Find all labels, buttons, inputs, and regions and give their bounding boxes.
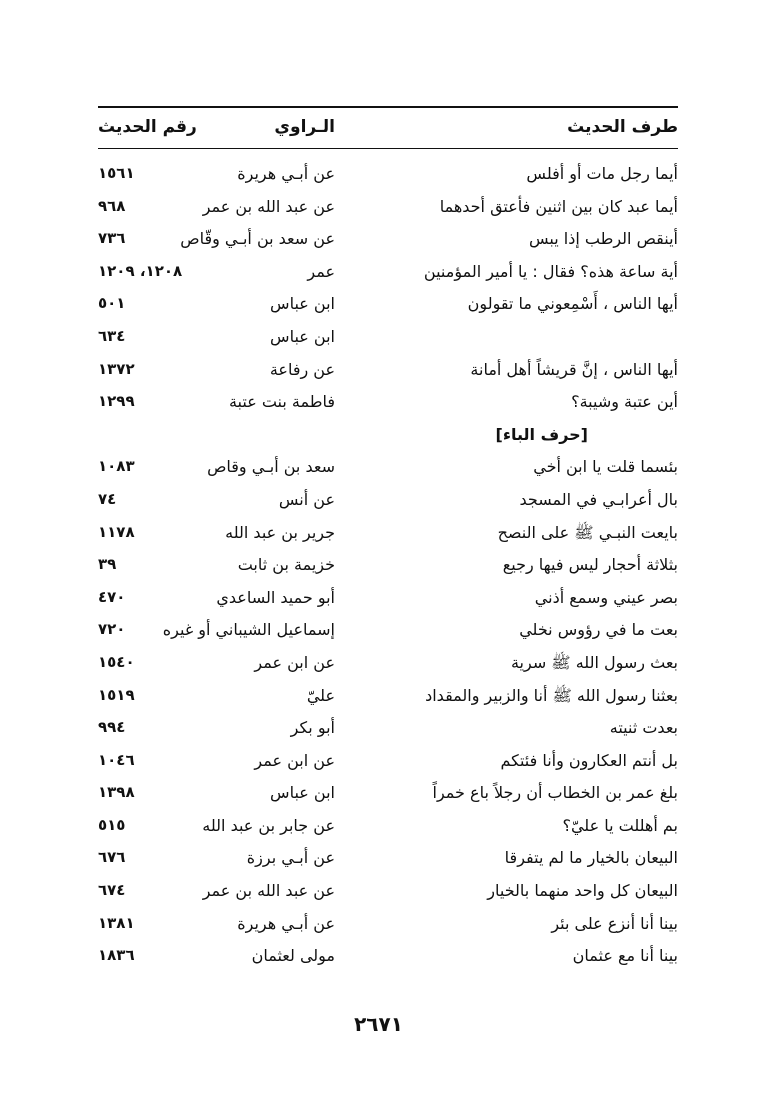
- hadith-incipit: أيها الناس ، أَسْمِعوني ما تقولون: [467, 294, 678, 314]
- narrator: جرير بن عبد الله: [225, 522, 335, 542]
- hadith-number: ٥١٥: [98, 815, 126, 834]
- narrator: أبو بكر: [290, 718, 335, 738]
- table-row: [98, 649, 678, 682]
- hadith-incipit: بصر عيني وسمع أذني: [534, 587, 678, 607]
- hadith-number: ٣٩: [98, 555, 117, 574]
- narrator: عن أبـي برزة: [246, 848, 335, 868]
- hadith-incipit: أيها الناس ، إنَّ قريشاً أهل أمانة: [470, 359, 678, 379]
- narrator: عن ابن عمر: [254, 652, 335, 672]
- table-row: [98, 323, 678, 356]
- section-heading: [حرف الباء]: [495, 424, 588, 444]
- table-row: [98, 160, 678, 193]
- table-row: [98, 584, 678, 617]
- hadith-number: ١٢٩٩: [98, 392, 135, 411]
- hadith-incipit: البيعان كل واحد منهما بالخيار: [487, 881, 678, 901]
- hadith-incipit: أيما رجل مات أو أفلس: [526, 164, 678, 183]
- hadith-number: ٩٩٤: [98, 718, 126, 737]
- narrator: عن أبـي هريرة: [237, 913, 335, 933]
- narrator: عن سعد بن أبـي وقّاص: [180, 229, 335, 249]
- narrator: ابن عباس: [270, 326, 335, 346]
- hadith-incipit: بايعت النبـي ﷺ على النصح: [497, 522, 678, 542]
- narrator: أبو حميد الساعدي: [216, 587, 335, 607]
- narrator: عن أنس: [278, 489, 335, 509]
- hadith-incipit: أيما عبد كان بين اثنين فأعتق أحدهما: [439, 196, 678, 216]
- narrator: ابن عباس: [270, 294, 335, 314]
- top-rule: [98, 106, 678, 108]
- table-row: [98, 486, 678, 519]
- hadith-number: ٦٧٤: [98, 881, 126, 900]
- hadith-incipit: بعثنا رسول الله ﷺ أنا والزبير والمقداد: [425, 685, 678, 705]
- hadith-number: ٩٦٨: [98, 196, 126, 215]
- hadith-number: ١٥١٩: [98, 685, 135, 704]
- hadith-incipit: البيعان بالخيار ما لم يتفرقا: [504, 848, 678, 868]
- table-row: [98, 844, 678, 877]
- hadith-number: ١٣٧٢: [98, 359, 135, 378]
- hadith-number: ١١٧٨: [98, 522, 135, 541]
- hadith-number: ٥٠١: [98, 294, 126, 313]
- hadith-number: ٤٧٠: [98, 587, 126, 606]
- hadith-incipit: بلغ عمر بن الخطاب أن رجلاً باع خمراً: [432, 783, 678, 803]
- table-row: [98, 356, 678, 389]
- table-header: [98, 113, 678, 147]
- narrator: عن رفاعة: [269, 359, 335, 379]
- hadith-number: ٧٢٠: [98, 620, 126, 639]
- hadith-incipit: بم أهللت يا عليّ؟: [562, 815, 678, 835]
- narrator: عن عبد الله بن عمر: [202, 196, 335, 216]
- table-row: [98, 388, 678, 421]
- narrator: عن أبـي هريرة: [237, 164, 335, 183]
- table-row: [98, 779, 678, 812]
- hadith-incipit: أية ساعة هذه؟ فقال : يا أمير المؤمنين: [423, 261, 678, 281]
- table-row: [98, 812, 678, 845]
- hadith-number: ٧٣٦: [98, 229, 126, 248]
- hadith-incipit: بينا أنا أنزع على بئر: [551, 913, 678, 933]
- narrator: ابن عباس: [270, 783, 335, 803]
- hadith-number: ١٢٠٨، ١٢٠٩: [98, 261, 183, 280]
- hadith-incipit: أينقص الرطب إذا يبس: [529, 229, 678, 249]
- hadith-incipit: بل أنتم العكارون وأنا فئتكم: [500, 750, 678, 770]
- hadith-incipit: بعت ما في رؤوس نخلي: [519, 620, 678, 640]
- table-row: [98, 714, 678, 747]
- hadith-incipit: أين عتبة وشيبة؟: [571, 392, 678, 412]
- table-row: [98, 616, 678, 649]
- hadith-incipit: بال أعرابـي في المسجد: [519, 489, 678, 509]
- hadith-number: ١٨٣٦: [98, 946, 135, 965]
- hadith-incipit: بئسما قلت يا ابن أخي: [533, 457, 678, 477]
- table-row: [98, 910, 678, 943]
- header-hadith-label: طرف الحديث: [567, 117, 678, 137]
- table-row: [98, 942, 678, 975]
- table-row: [98, 258, 678, 291]
- table-row: [98, 682, 678, 715]
- narrator: عليّ: [306, 685, 335, 705]
- table-row: [98, 747, 678, 780]
- hadith-number: ٦٣٤: [98, 326, 126, 345]
- hadith-number: ١٥٤٠: [98, 652, 135, 671]
- hadith-number: ٦٧٦: [98, 848, 126, 867]
- hadith-incipit: بثلاثة أحجار ليس فيها رجيع: [502, 555, 678, 575]
- hadith-number: ٧٤: [98, 489, 117, 508]
- section-heading-row: [98, 421, 678, 454]
- narrator: مولى لعثمان: [251, 946, 335, 966]
- table-row: [98, 519, 678, 552]
- header-number-label: رقم الحديث: [98, 117, 197, 137]
- table-row: [98, 290, 678, 323]
- page-number: ٢٦٧١: [354, 1012, 403, 1036]
- header-rule: [98, 148, 678, 149]
- hadith-number: ١٠٨٣: [98, 457, 135, 476]
- table-row: [98, 453, 678, 486]
- narrator: فاطمة بنت عتبة: [228, 392, 335, 412]
- narrator: خزيمة بن ثابت: [237, 555, 335, 575]
- index-table-body: [98, 160, 678, 975]
- narrator: سعد بن أبـي وقاص: [207, 457, 335, 477]
- hadith-incipit: بعدت ثنيته: [609, 718, 678, 738]
- narrator: عن عبد الله بن عمر: [202, 881, 335, 901]
- hadith-incipit: بينا أنا مع عثمان: [572, 946, 678, 966]
- hadith-number: ١٠٤٦: [98, 750, 135, 769]
- table-row: [98, 225, 678, 258]
- hadith-number: ١٣٩٨: [98, 783, 135, 802]
- narrator: عن جابر بن عبد الله: [202, 815, 335, 835]
- table-row: [98, 877, 678, 910]
- narrator: إسماعيل الشيباني أو غيره: [162, 620, 335, 640]
- header-narrator-label: الـراوي: [274, 117, 335, 137]
- hadith-number: ١٥٦١: [98, 164, 135, 182]
- hadith-incipit: بعث رسول الله ﷺ سرية: [510, 652, 678, 672]
- table-row: [98, 193, 678, 226]
- table-row: [98, 551, 678, 584]
- narrator: عن ابن عمر: [254, 750, 335, 770]
- hadith-number: ١٣٨١: [98, 913, 135, 932]
- narrator: عمر: [307, 261, 335, 281]
